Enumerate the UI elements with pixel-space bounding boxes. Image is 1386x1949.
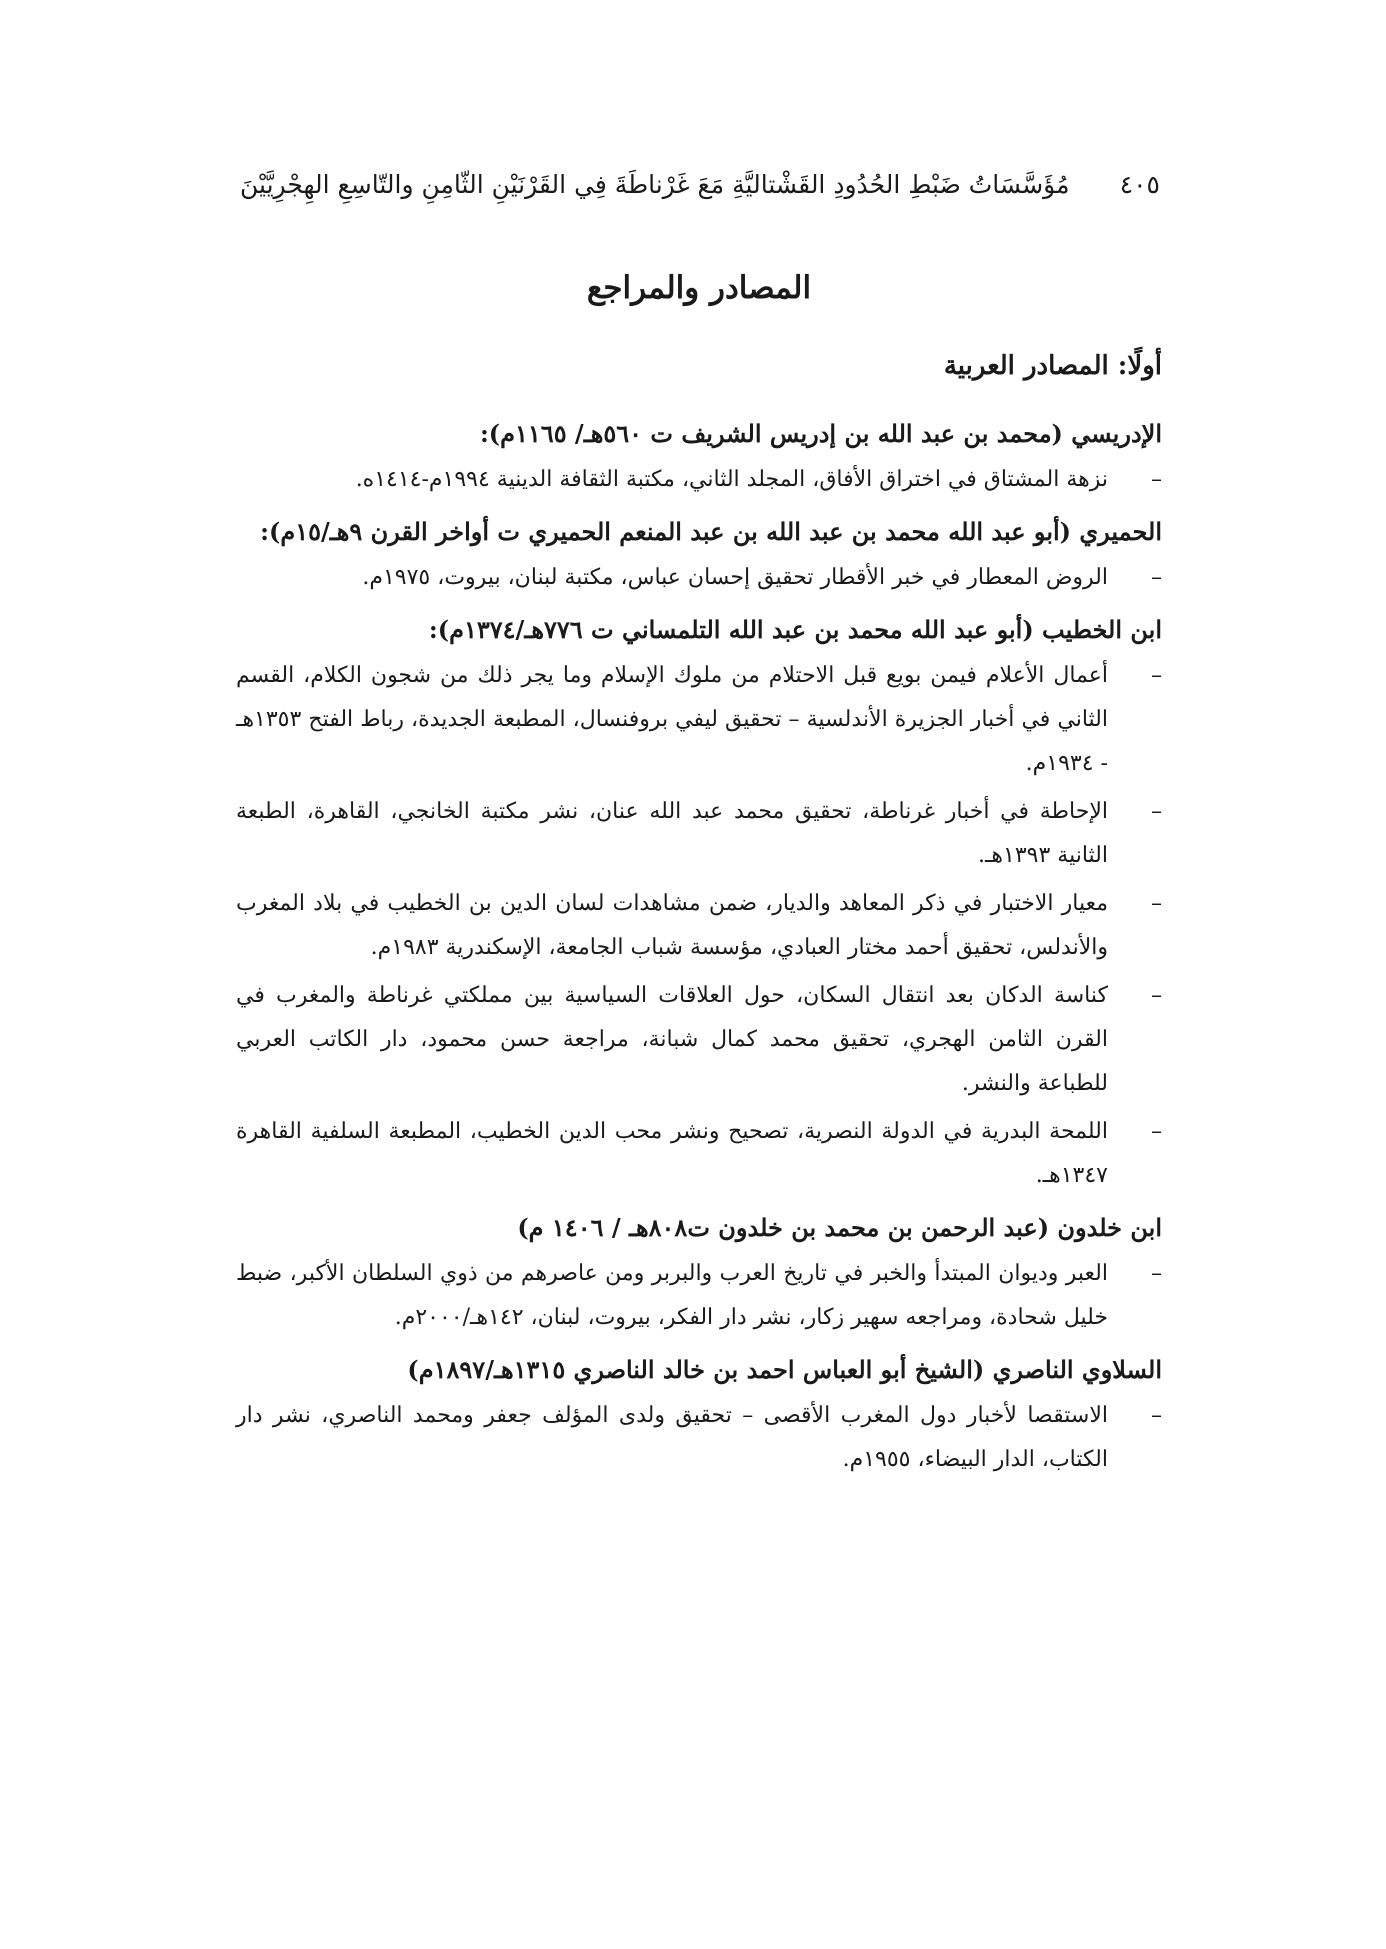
work-item (236, 1252, 1162, 1340)
work-text: كناسة الدكان بعد انتقال السكان، حول العلاقات السياسية بين مملكتي غرناطة والمغرب في القرن الثامن الهجري، تحقيق محمد كمال شبانة، مراجعة حسن محمود، دار الكاتب العربي للطباعة والنشر. (236, 983, 1108, 1096)
work-item (236, 882, 1162, 970)
work-item (236, 654, 1162, 786)
author-heading: الحميري (أبو عبد الله محمد بن عبد الله بن عبد المنعم الحميري ت أواخر القرن ٩هـ/١٥م): (260, 517, 1162, 546)
running-title: مُؤَسَّسَاتُ ضَبْطِ الحُدُودِ القَشْتاليَّةِ مَعَ غَرْناطَةَ فِي القَرْنَيْنِ الثّامِنِ والتّاسِعِ الهِجْرِيَّيْنَ (240, 169, 1070, 199)
work-text: نزهة المشتاق في اختراق الأفاق، المجلد الثاني، مكتبة الثقافة الدينية ١٩٩٤م-١٤١٤ه. (355, 467, 1108, 492)
work-text: أعمال الأعلام فيمن بويع قبل الاحتلام من ملوك الإسلام وما يجر ذلك من شجون الكلام، القسم الثاني في أخبار الجزيرة الأندلسية – تحقيق ليفي بروفنسال، المطبعة الجديدة، رباط الفتح ١٣٥٣هـ - ١٩٣٤م. (236, 663, 1108, 776)
work-item (236, 1394, 1162, 1482)
work-item (236, 556, 1162, 600)
author-heading: السلاوي الناصري (الشيخ أبو العباس احمد بن خالد الناصري ١٣١٥هـ/١٨٩٧م) (407, 1355, 1162, 1384)
subsection-title: أولًا: المصادر العربية (943, 351, 1162, 381)
running-header (240, 160, 1160, 208)
list-dash: – (1151, 1261, 1162, 1286)
work-item (236, 458, 1162, 502)
list-dash: – (1151, 1119, 1162, 1144)
list-dash: – (1151, 983, 1162, 1008)
list-dash: – (1151, 565, 1162, 590)
work-text: معيار الاختبار في ذكر المعاهد والديار، ضمن مشاهدات لسان الدين بن الخطيب في بلاد المغرب والأندلس، تحقيق أحمد مختار العبادي، مؤسسة شباب الجامعة، الإسكندرية ١٩٨٣م. (236, 891, 1108, 960)
author-list (236, 410, 1162, 1482)
work-item (236, 974, 1162, 1106)
list-dash: – (1151, 663, 1162, 688)
section-title: المصادر والمراجع (586, 270, 812, 306)
work-text: الإحاطة في أخبار غرناطة، تحقيق محمد عبد الله عنان، نشر مكتبة الخانجي، القاهرة، الطبعة الثانية ١٣٩٣هـ. (236, 799, 1108, 868)
list-dash: – (1151, 1403, 1162, 1428)
page-number: ٤٠٥ (1119, 169, 1160, 199)
author-entry (236, 508, 1162, 600)
list-dash: – (1151, 799, 1162, 824)
author-heading: ابن خلدون (عبد الرحمن بن محمد بن خلدون ت٨٠٨هـ / ١٤٠٦ م) (517, 1213, 1162, 1242)
author-entry (236, 606, 1162, 1198)
work-item (236, 1110, 1162, 1198)
list-dash: – (1151, 467, 1162, 492)
work-text: العبر وديوان المبتدأ والخبر في تاريخ العرب والبربر ومن عاصرهم من ذوي السلطان الأكبر، ضبط خليل شحادة، ومراجعه سهير زكار، نشر دار الفكر، بيروت، لبنان، ١٤٢هـ/٢٠٠٠م. (236, 1261, 1108, 1330)
list-dash: – (1151, 891, 1162, 916)
bibliography-content (236, 262, 1162, 1488)
work-text: اللمحة البدرية في الدولة النصرية، تصحيح ونشر محب الدين الخطيب، المطبعة السلفية القاهرة ١٣٤٧هـ. (236, 1119, 1108, 1188)
work-item (236, 790, 1162, 878)
author-entry (236, 410, 1162, 502)
author-heading: ابن الخطيب (أبو عبد الله محمد بن عبد الله التلمساني ت ٧٧٦هـ/١٣٧٤م): (428, 615, 1162, 644)
author-heading: الإدريسي (محمد بن عبد الله بن إدريس الشريف ت ٥٦٠هـ/ ١١٦٥م): (479, 419, 1162, 448)
author-entry (236, 1346, 1162, 1482)
author-entry (236, 1204, 1162, 1340)
work-text: الروض المعطار في خبر الأقطار تحقيق إحسان عباس، مكتبة لبنان، بيروت، ١٩٧٥م. (362, 565, 1108, 590)
work-text: الاستقصا لأخبار دول المغرب الأقصى – تحقيق ولدى المؤلف جعفر ومحمد الناصري، نشر دار الكتاب، الدار البيضاء، ١٩٥٥م. (236, 1403, 1108, 1472)
